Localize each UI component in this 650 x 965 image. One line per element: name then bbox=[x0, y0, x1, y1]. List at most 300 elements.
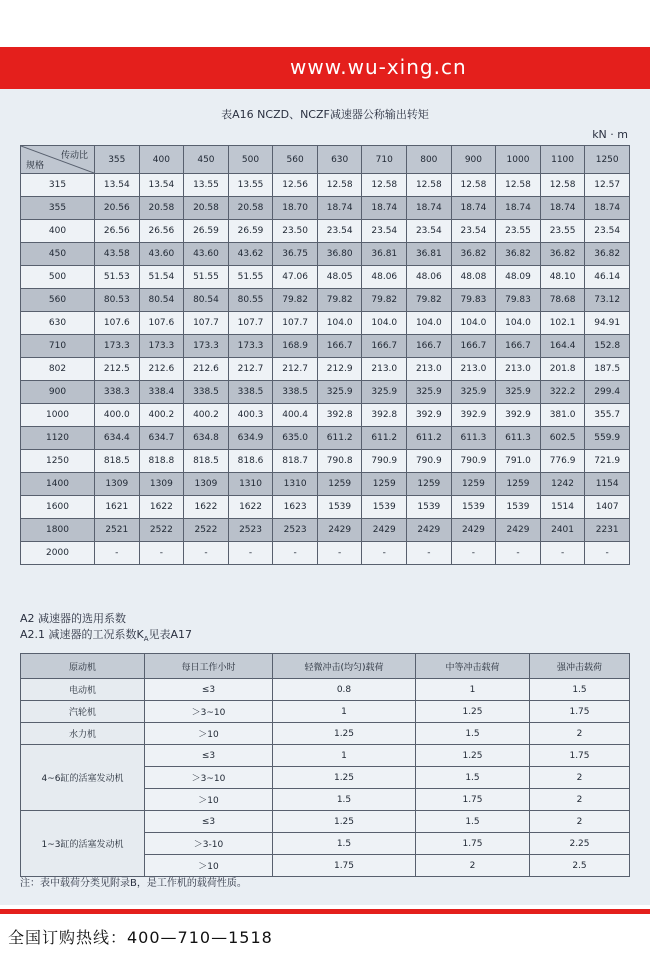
torque-value-cell: 1259 bbox=[407, 473, 452, 496]
torque-value-cell: 2429 bbox=[496, 519, 541, 542]
torque-value-cell: 12.58 bbox=[407, 174, 452, 197]
torque-value-cell: 338.3 bbox=[95, 381, 140, 404]
torque-value-cell: 1259 bbox=[362, 473, 407, 496]
factor-row bbox=[21, 745, 630, 767]
torque-value-cell: 36.75 bbox=[273, 243, 318, 266]
torque-value-cell: 392.8 bbox=[362, 404, 407, 427]
table-row bbox=[21, 473, 630, 496]
torque-value-cell: 381.0 bbox=[540, 404, 585, 427]
size-cell: 2000 bbox=[21, 542, 95, 565]
medium-load-cell: 1.5 bbox=[416, 811, 530, 833]
torque-value-cell: 338.5 bbox=[228, 381, 273, 404]
factor-table-body bbox=[21, 679, 630, 877]
torque-value-cell: 26.56 bbox=[95, 220, 140, 243]
order-hotline: 全国订购热线：400—710—1518 bbox=[8, 928, 273, 947]
torque-value-cell: 18.74 bbox=[451, 197, 496, 220]
torque-value-cell: 23.55 bbox=[496, 220, 541, 243]
torque-value-cell: 1539 bbox=[362, 496, 407, 519]
torque-value-cell: 79.82 bbox=[407, 289, 452, 312]
torque-value-cell: 51.54 bbox=[139, 266, 184, 289]
torque-value-cell: 104.0 bbox=[451, 312, 496, 335]
torque-value-cell: 48.06 bbox=[407, 266, 452, 289]
size-cell: 1250 bbox=[21, 450, 95, 473]
size-cell: 315 bbox=[21, 174, 95, 197]
torque-value-cell: - bbox=[407, 542, 452, 565]
torque-value-cell: 13.55 bbox=[184, 174, 229, 197]
size-cell: 900 bbox=[21, 381, 95, 404]
torque-value-cell: 51.53 bbox=[95, 266, 140, 289]
torque-value-cell: 201.8 bbox=[540, 358, 585, 381]
torque-value-cell: 325.9 bbox=[362, 381, 407, 404]
torque-value-cell: 1539 bbox=[317, 496, 362, 519]
torque-value-cell: 1539 bbox=[496, 496, 541, 519]
hours-cell: ＞10 bbox=[145, 855, 273, 877]
torque-value-cell: 212.6 bbox=[184, 358, 229, 381]
torque-value-cell: 36.82 bbox=[540, 243, 585, 266]
torque-value-cell: 1539 bbox=[451, 496, 496, 519]
table-row bbox=[21, 542, 630, 565]
size-cell: 1800 bbox=[21, 519, 95, 542]
factor-header-cell: 每日工作小时 bbox=[145, 654, 273, 679]
torque-value-cell: 48.09 bbox=[496, 266, 541, 289]
torque-value-cell: 104.0 bbox=[317, 312, 362, 335]
torque-value-cell: - bbox=[139, 542, 184, 565]
factor-header-row bbox=[21, 654, 630, 679]
hours-cell: ≤3 bbox=[145, 811, 273, 833]
size-cell: 802 bbox=[21, 358, 95, 381]
torque-value-cell: 790.9 bbox=[451, 450, 496, 473]
torque-value-cell: 48.08 bbox=[451, 266, 496, 289]
torque-value-cell: 104.0 bbox=[362, 312, 407, 335]
torque-value-cell: 1310 bbox=[273, 473, 318, 496]
torque-value-cell: 213.0 bbox=[451, 358, 496, 381]
torque-value-cell: 12.56 bbox=[273, 174, 318, 197]
torque-value-cell: 721.9 bbox=[585, 450, 630, 473]
torque-value-cell: 2401 bbox=[540, 519, 585, 542]
torque-value-cell: 23.54 bbox=[317, 220, 362, 243]
torque-value-cell: 611.2 bbox=[362, 427, 407, 450]
corner-cell bbox=[21, 146, 95, 174]
heavy-load-cell: 2 bbox=[530, 811, 630, 833]
size-cell: 1400 bbox=[21, 473, 95, 496]
table-row bbox=[21, 381, 630, 404]
torque-value-cell: 36.82 bbox=[496, 243, 541, 266]
table-row bbox=[21, 450, 630, 473]
table-row bbox=[21, 427, 630, 450]
torque-value-cell: 1259 bbox=[317, 473, 362, 496]
torque-value-cell: 104.0 bbox=[496, 312, 541, 335]
torque-value-cell: 79.82 bbox=[317, 289, 362, 312]
torque-value-cell: 818.7 bbox=[273, 450, 318, 473]
factor-row bbox=[21, 811, 630, 833]
factor-row bbox=[21, 723, 630, 745]
size-cell: 450 bbox=[21, 243, 95, 266]
ratio-header-cell: 560 bbox=[273, 146, 318, 174]
header-banner bbox=[0, 47, 650, 89]
torque-value-cell: 790.9 bbox=[362, 450, 407, 473]
torque-value-cell: 400.2 bbox=[184, 404, 229, 427]
torque-value-cell: 213.0 bbox=[407, 358, 452, 381]
torque-value-cell: 12.58 bbox=[451, 174, 496, 197]
torque-value-cell: - bbox=[496, 542, 541, 565]
torque-value-cell: 818.5 bbox=[184, 450, 229, 473]
ratio-header-cell: 630 bbox=[317, 146, 362, 174]
size-cell: 400 bbox=[21, 220, 95, 243]
torque-value-cell: 2522 bbox=[184, 519, 229, 542]
torque-value-cell: 818.5 bbox=[95, 450, 140, 473]
torque-table-body bbox=[21, 174, 630, 565]
torque-value-cell: 80.54 bbox=[139, 289, 184, 312]
size-cell: 630 bbox=[21, 312, 95, 335]
torque-value-cell: 1514 bbox=[540, 496, 585, 519]
torque-value-cell: 1310 bbox=[228, 473, 273, 496]
torque-value-cell: 1539 bbox=[407, 496, 452, 519]
table-row bbox=[21, 197, 630, 220]
torque-value-cell: - bbox=[540, 542, 585, 565]
torque-value-cell: 392.9 bbox=[451, 404, 496, 427]
torque-value-cell: 23.54 bbox=[585, 220, 630, 243]
light-load-cell: 1.5 bbox=[273, 833, 416, 855]
medium-load-cell: 1.5 bbox=[416, 767, 530, 789]
torque-value-cell: 791.0 bbox=[496, 450, 541, 473]
torque-value-cell: 78.68 bbox=[540, 289, 585, 312]
torque-value-cell: 18.74 bbox=[407, 197, 452, 220]
torque-value-cell: 602.5 bbox=[540, 427, 585, 450]
torque-value-cell: 152.8 bbox=[585, 335, 630, 358]
torque-value-cell: 338.5 bbox=[273, 381, 318, 404]
hours-cell: ＞3~10 bbox=[145, 701, 273, 723]
torque-value-cell: 212.7 bbox=[228, 358, 273, 381]
torque-value-cell: 13.55 bbox=[228, 174, 273, 197]
torque-value-cell: 1309 bbox=[139, 473, 184, 496]
torque-value-cell: 611.3 bbox=[451, 427, 496, 450]
torque-value-cell: 166.7 bbox=[317, 335, 362, 358]
table-row bbox=[21, 243, 630, 266]
heavy-load-cell: 1.75 bbox=[530, 745, 630, 767]
unit-label: kN · m bbox=[592, 128, 628, 141]
factor-header-cell: 轻微冲击(均匀)载荷 bbox=[273, 654, 416, 679]
torque-value-cell: 818.6 bbox=[228, 450, 273, 473]
ratio-header-cell: 1100 bbox=[540, 146, 585, 174]
torque-value-cell: 80.55 bbox=[228, 289, 273, 312]
medium-load-cell: 1.25 bbox=[416, 745, 530, 767]
torque-value-cell: 12.58 bbox=[496, 174, 541, 197]
torque-value-cell: 102.1 bbox=[540, 312, 585, 335]
footer-divider bbox=[0, 909, 650, 914]
torque-value-cell: 634.8 bbox=[184, 427, 229, 450]
heavy-load-cell: 1.75 bbox=[530, 701, 630, 723]
torque-value-cell: 1407 bbox=[585, 496, 630, 519]
torque-value-cell: 20.56 bbox=[95, 197, 140, 220]
table-row bbox=[21, 335, 630, 358]
torque-value-cell: 36.80 bbox=[317, 243, 362, 266]
torque-value-cell: 13.54 bbox=[139, 174, 184, 197]
torque-value-cell: 1621 bbox=[95, 496, 140, 519]
table-row bbox=[21, 404, 630, 427]
torque-value-cell: 48.06 bbox=[362, 266, 407, 289]
torque-value-cell: 325.9 bbox=[317, 381, 362, 404]
torque-value-cell: 1259 bbox=[451, 473, 496, 496]
torque-value-cell: 611.3 bbox=[496, 427, 541, 450]
torque-value-cell: 392.9 bbox=[407, 404, 452, 427]
light-load-cell: 1.25 bbox=[273, 811, 416, 833]
torque-value-cell: 1622 bbox=[228, 496, 273, 519]
torque-value-cell: 36.81 bbox=[407, 243, 452, 266]
ratio-header-cell: 800 bbox=[407, 146, 452, 174]
torque-value-cell: 43.60 bbox=[139, 243, 184, 266]
torque-value-cell: 2429 bbox=[362, 519, 407, 542]
torque-value-cell: 400.0 bbox=[95, 404, 140, 427]
torque-value-cell: 213.0 bbox=[496, 358, 541, 381]
torque-value-cell: 166.7 bbox=[451, 335, 496, 358]
torque-value-cell: 325.9 bbox=[496, 381, 541, 404]
factor-header-cell: 强冲击载荷 bbox=[530, 654, 630, 679]
heavy-load-cell: 2.5 bbox=[530, 855, 630, 877]
torque-value-cell: 18.74 bbox=[317, 197, 362, 220]
torque-value-cell: - bbox=[95, 542, 140, 565]
prime-mover-cell: 1~3缸的活塞发动机 bbox=[21, 811, 145, 877]
torque-value-cell: 338.5 bbox=[184, 381, 229, 404]
size-cell: 1000 bbox=[21, 404, 95, 427]
torque-value-cell: 13.54 bbox=[95, 174, 140, 197]
torque-value-cell: - bbox=[317, 542, 362, 565]
torque-value-cell: 173.3 bbox=[228, 335, 273, 358]
torque-value-cell: 43.60 bbox=[184, 243, 229, 266]
light-load-cell: 1 bbox=[273, 745, 416, 767]
torque-value-cell: 23.54 bbox=[451, 220, 496, 243]
light-load-cell: 0.8 bbox=[273, 679, 416, 701]
light-load-cell: 1.75 bbox=[273, 855, 416, 877]
ratio-header-cell: 1000 bbox=[496, 146, 541, 174]
hours-cell: ＞3~10 bbox=[145, 767, 273, 789]
torque-value-cell: 776.9 bbox=[540, 450, 585, 473]
torque-value-cell: 634.9 bbox=[228, 427, 273, 450]
torque-value-cell: 26.56 bbox=[139, 220, 184, 243]
ratio-header-cell: 355 bbox=[95, 146, 140, 174]
torque-value-cell: 2429 bbox=[451, 519, 496, 542]
corner-size-label: 规格 bbox=[26, 161, 45, 171]
torque-value-cell: 48.05 bbox=[317, 266, 362, 289]
table-row bbox=[21, 496, 630, 519]
torque-value-cell: 635.0 bbox=[273, 427, 318, 450]
ratio-header-cell: 1250 bbox=[585, 146, 630, 174]
torque-value-cell: 818.8 bbox=[139, 450, 184, 473]
torque-value-cell: 36.81 bbox=[362, 243, 407, 266]
torque-value-cell: 20.58 bbox=[228, 197, 273, 220]
torque-value-cell: 790.8 bbox=[317, 450, 362, 473]
torque-value-cell: 1242 bbox=[540, 473, 585, 496]
torque-value-cell: 94.91 bbox=[585, 312, 630, 335]
torque-value-cell: 173.3 bbox=[95, 335, 140, 358]
torque-value-cell: 1623 bbox=[273, 496, 318, 519]
medium-load-cell: 2 bbox=[416, 855, 530, 877]
heavy-load-cell: 2 bbox=[530, 723, 630, 745]
torque-value-cell: 355.7 bbox=[585, 404, 630, 427]
torque-value-cell: 2523 bbox=[273, 519, 318, 542]
torque-value-cell: 107.7 bbox=[273, 312, 318, 335]
torque-value-cell: 36.82 bbox=[451, 243, 496, 266]
size-cell: 355 bbox=[21, 197, 95, 220]
torque-value-cell: 80.54 bbox=[184, 289, 229, 312]
ratio-header-cell: 710 bbox=[362, 146, 407, 174]
torque-value-cell: 46.14 bbox=[585, 266, 630, 289]
torque-value-cell: 12.58 bbox=[540, 174, 585, 197]
torque-value-cell: 634.7 bbox=[139, 427, 184, 450]
torque-value-cell: 611.2 bbox=[317, 427, 362, 450]
size-cell: 560 bbox=[21, 289, 95, 312]
torque-value-cell: 611.2 bbox=[407, 427, 452, 450]
torque-value-cell: 1622 bbox=[184, 496, 229, 519]
table-row bbox=[21, 289, 630, 312]
hours-cell: ＞10 bbox=[145, 723, 273, 745]
torque-value-cell: 392.9 bbox=[496, 404, 541, 427]
torque-value-cell: 48.10 bbox=[540, 266, 585, 289]
medium-load-cell: 1 bbox=[416, 679, 530, 701]
torque-value-cell: 173.3 bbox=[184, 335, 229, 358]
torque-value-cell: 107.7 bbox=[184, 312, 229, 335]
torque-value-cell: 1622 bbox=[139, 496, 184, 519]
size-cell: 710 bbox=[21, 335, 95, 358]
torque-value-cell: 107.6 bbox=[95, 312, 140, 335]
torque-value-cell: 26.59 bbox=[228, 220, 273, 243]
torque-value-cell: 79.82 bbox=[273, 289, 318, 312]
heavy-load-cell: 2.25 bbox=[530, 833, 630, 855]
hours-cell: ＞3-10 bbox=[145, 833, 273, 855]
table-header-row bbox=[21, 146, 630, 174]
torque-value-cell: 212.7 bbox=[273, 358, 318, 381]
factor-header-cell: 原动机 bbox=[21, 654, 145, 679]
table-row bbox=[21, 266, 630, 289]
torque-value-cell: 2429 bbox=[317, 519, 362, 542]
torque-value-cell: 187.5 bbox=[585, 358, 630, 381]
heavy-load-cell: 1.5 bbox=[530, 679, 630, 701]
torque-value-cell: 79.82 bbox=[362, 289, 407, 312]
site-url[interactable]: www.wu-xing.cn bbox=[290, 55, 467, 79]
subheading-text: A2.1 减速器的工况系数K bbox=[20, 628, 144, 641]
light-load-cell: 1.25 bbox=[273, 723, 416, 745]
torque-value-cell: 18.74 bbox=[540, 197, 585, 220]
torque-value-cell: 212.5 bbox=[95, 358, 140, 381]
table-note: 注：表中载荷分类见附录B，是工作机的载荷性质。 bbox=[20, 878, 247, 889]
torque-value-cell: 164.4 bbox=[540, 335, 585, 358]
factor-row bbox=[21, 701, 630, 723]
torque-value-cell: 1259 bbox=[496, 473, 541, 496]
torque-value-cell: 104.0 bbox=[407, 312, 452, 335]
prime-mover-cell: 电动机 bbox=[21, 679, 145, 701]
torque-value-cell: 18.74 bbox=[496, 197, 541, 220]
torque-value-cell: 634.4 bbox=[95, 427, 140, 450]
torque-value-cell: 400.2 bbox=[139, 404, 184, 427]
size-cell: 1600 bbox=[21, 496, 95, 519]
torque-value-cell: 790.9 bbox=[407, 450, 452, 473]
corner-ratio-label: 传动比 bbox=[60, 151, 88, 161]
torque-value-cell: 20.58 bbox=[139, 197, 184, 220]
torque-value-cell: 23.54 bbox=[407, 220, 452, 243]
torque-value-cell: 400.3 bbox=[228, 404, 273, 427]
section-subheading bbox=[20, 626, 192, 643]
factor-row bbox=[21, 679, 630, 701]
torque-value-cell: 12.58 bbox=[317, 174, 362, 197]
torque-value-cell: 1309 bbox=[184, 473, 229, 496]
table-row bbox=[21, 358, 630, 381]
torque-value-cell: 212.6 bbox=[139, 358, 184, 381]
torque-value-cell: 36.82 bbox=[585, 243, 630, 266]
torque-value-cell: - bbox=[228, 542, 273, 565]
torque-value-cell: 51.55 bbox=[184, 266, 229, 289]
torque-value-cell: 43.62 bbox=[228, 243, 273, 266]
torque-value-cell: 325.9 bbox=[451, 381, 496, 404]
torque-value-cell: 26.59 bbox=[184, 220, 229, 243]
medium-load-cell: 1.5 bbox=[416, 723, 530, 745]
table-row bbox=[21, 174, 630, 197]
torque-value-cell: 18.70 bbox=[273, 197, 318, 220]
torque-value-cell: 2231 bbox=[585, 519, 630, 542]
torque-value-cell: 338.4 bbox=[139, 381, 184, 404]
torque-value-cell: 1154 bbox=[585, 473, 630, 496]
torque-value-cell: 212.9 bbox=[317, 358, 362, 381]
torque-value-cell: 166.7 bbox=[407, 335, 452, 358]
ratio-header-cell: 450 bbox=[184, 146, 229, 174]
light-load-cell: 1.5 bbox=[273, 789, 416, 811]
torque-value-cell: 166.7 bbox=[496, 335, 541, 358]
torque-value-cell: 325.9 bbox=[407, 381, 452, 404]
torque-value-cell: - bbox=[451, 542, 496, 565]
torque-value-cell: - bbox=[184, 542, 229, 565]
torque-value-cell: 12.58 bbox=[362, 174, 407, 197]
torque-value-cell: 2523 bbox=[228, 519, 273, 542]
torque-value-cell: 80.53 bbox=[95, 289, 140, 312]
torque-value-cell: - bbox=[362, 542, 407, 565]
torque-value-cell: - bbox=[585, 542, 630, 565]
torque-value-cell: 1309 bbox=[95, 473, 140, 496]
torque-value-cell: 23.50 bbox=[273, 220, 318, 243]
torque-value-cell: 43.58 bbox=[95, 243, 140, 266]
torque-value-cell: 23.54 bbox=[362, 220, 407, 243]
medium-load-cell: 1.75 bbox=[416, 789, 530, 811]
torque-value-cell: 168.9 bbox=[273, 335, 318, 358]
torque-value-cell: 20.58 bbox=[184, 197, 229, 220]
medium-load-cell: 1.75 bbox=[416, 833, 530, 855]
torque-value-cell: 12.57 bbox=[585, 174, 630, 197]
medium-load-cell: 1.25 bbox=[416, 701, 530, 723]
torque-value-cell: 2521 bbox=[95, 519, 140, 542]
torque-value-cell: 322.2 bbox=[540, 381, 585, 404]
ratio-header-cell: 400 bbox=[139, 146, 184, 174]
document-page bbox=[0, 89, 650, 905]
factor-header-cell: 中等冲击载荷 bbox=[416, 654, 530, 679]
heavy-load-cell: 2 bbox=[530, 767, 630, 789]
torque-value-cell: 2522 bbox=[139, 519, 184, 542]
torque-value-cell: 18.74 bbox=[585, 197, 630, 220]
torque-value-cell: 166.7 bbox=[362, 335, 407, 358]
torque-value-cell: 299.4 bbox=[585, 381, 630, 404]
factor-table bbox=[20, 653, 630, 877]
torque-value-cell: 79.83 bbox=[451, 289, 496, 312]
table-row bbox=[21, 519, 630, 542]
torque-value-cell: 79.83 bbox=[496, 289, 541, 312]
heavy-load-cell: 2 bbox=[530, 789, 630, 811]
torque-value-cell: 213.0 bbox=[362, 358, 407, 381]
ratio-header-cell: 900 bbox=[451, 146, 496, 174]
torque-value-cell: 400.4 bbox=[273, 404, 318, 427]
torque-value-cell: 559.9 bbox=[585, 427, 630, 450]
torque-value-cell: 107.6 bbox=[139, 312, 184, 335]
torque-value-cell: 73.12 bbox=[585, 289, 630, 312]
torque-value-cell: 51.55 bbox=[228, 266, 273, 289]
light-load-cell: 1.25 bbox=[273, 767, 416, 789]
torque-value-cell: 173.3 bbox=[139, 335, 184, 358]
light-load-cell: 1 bbox=[273, 701, 416, 723]
